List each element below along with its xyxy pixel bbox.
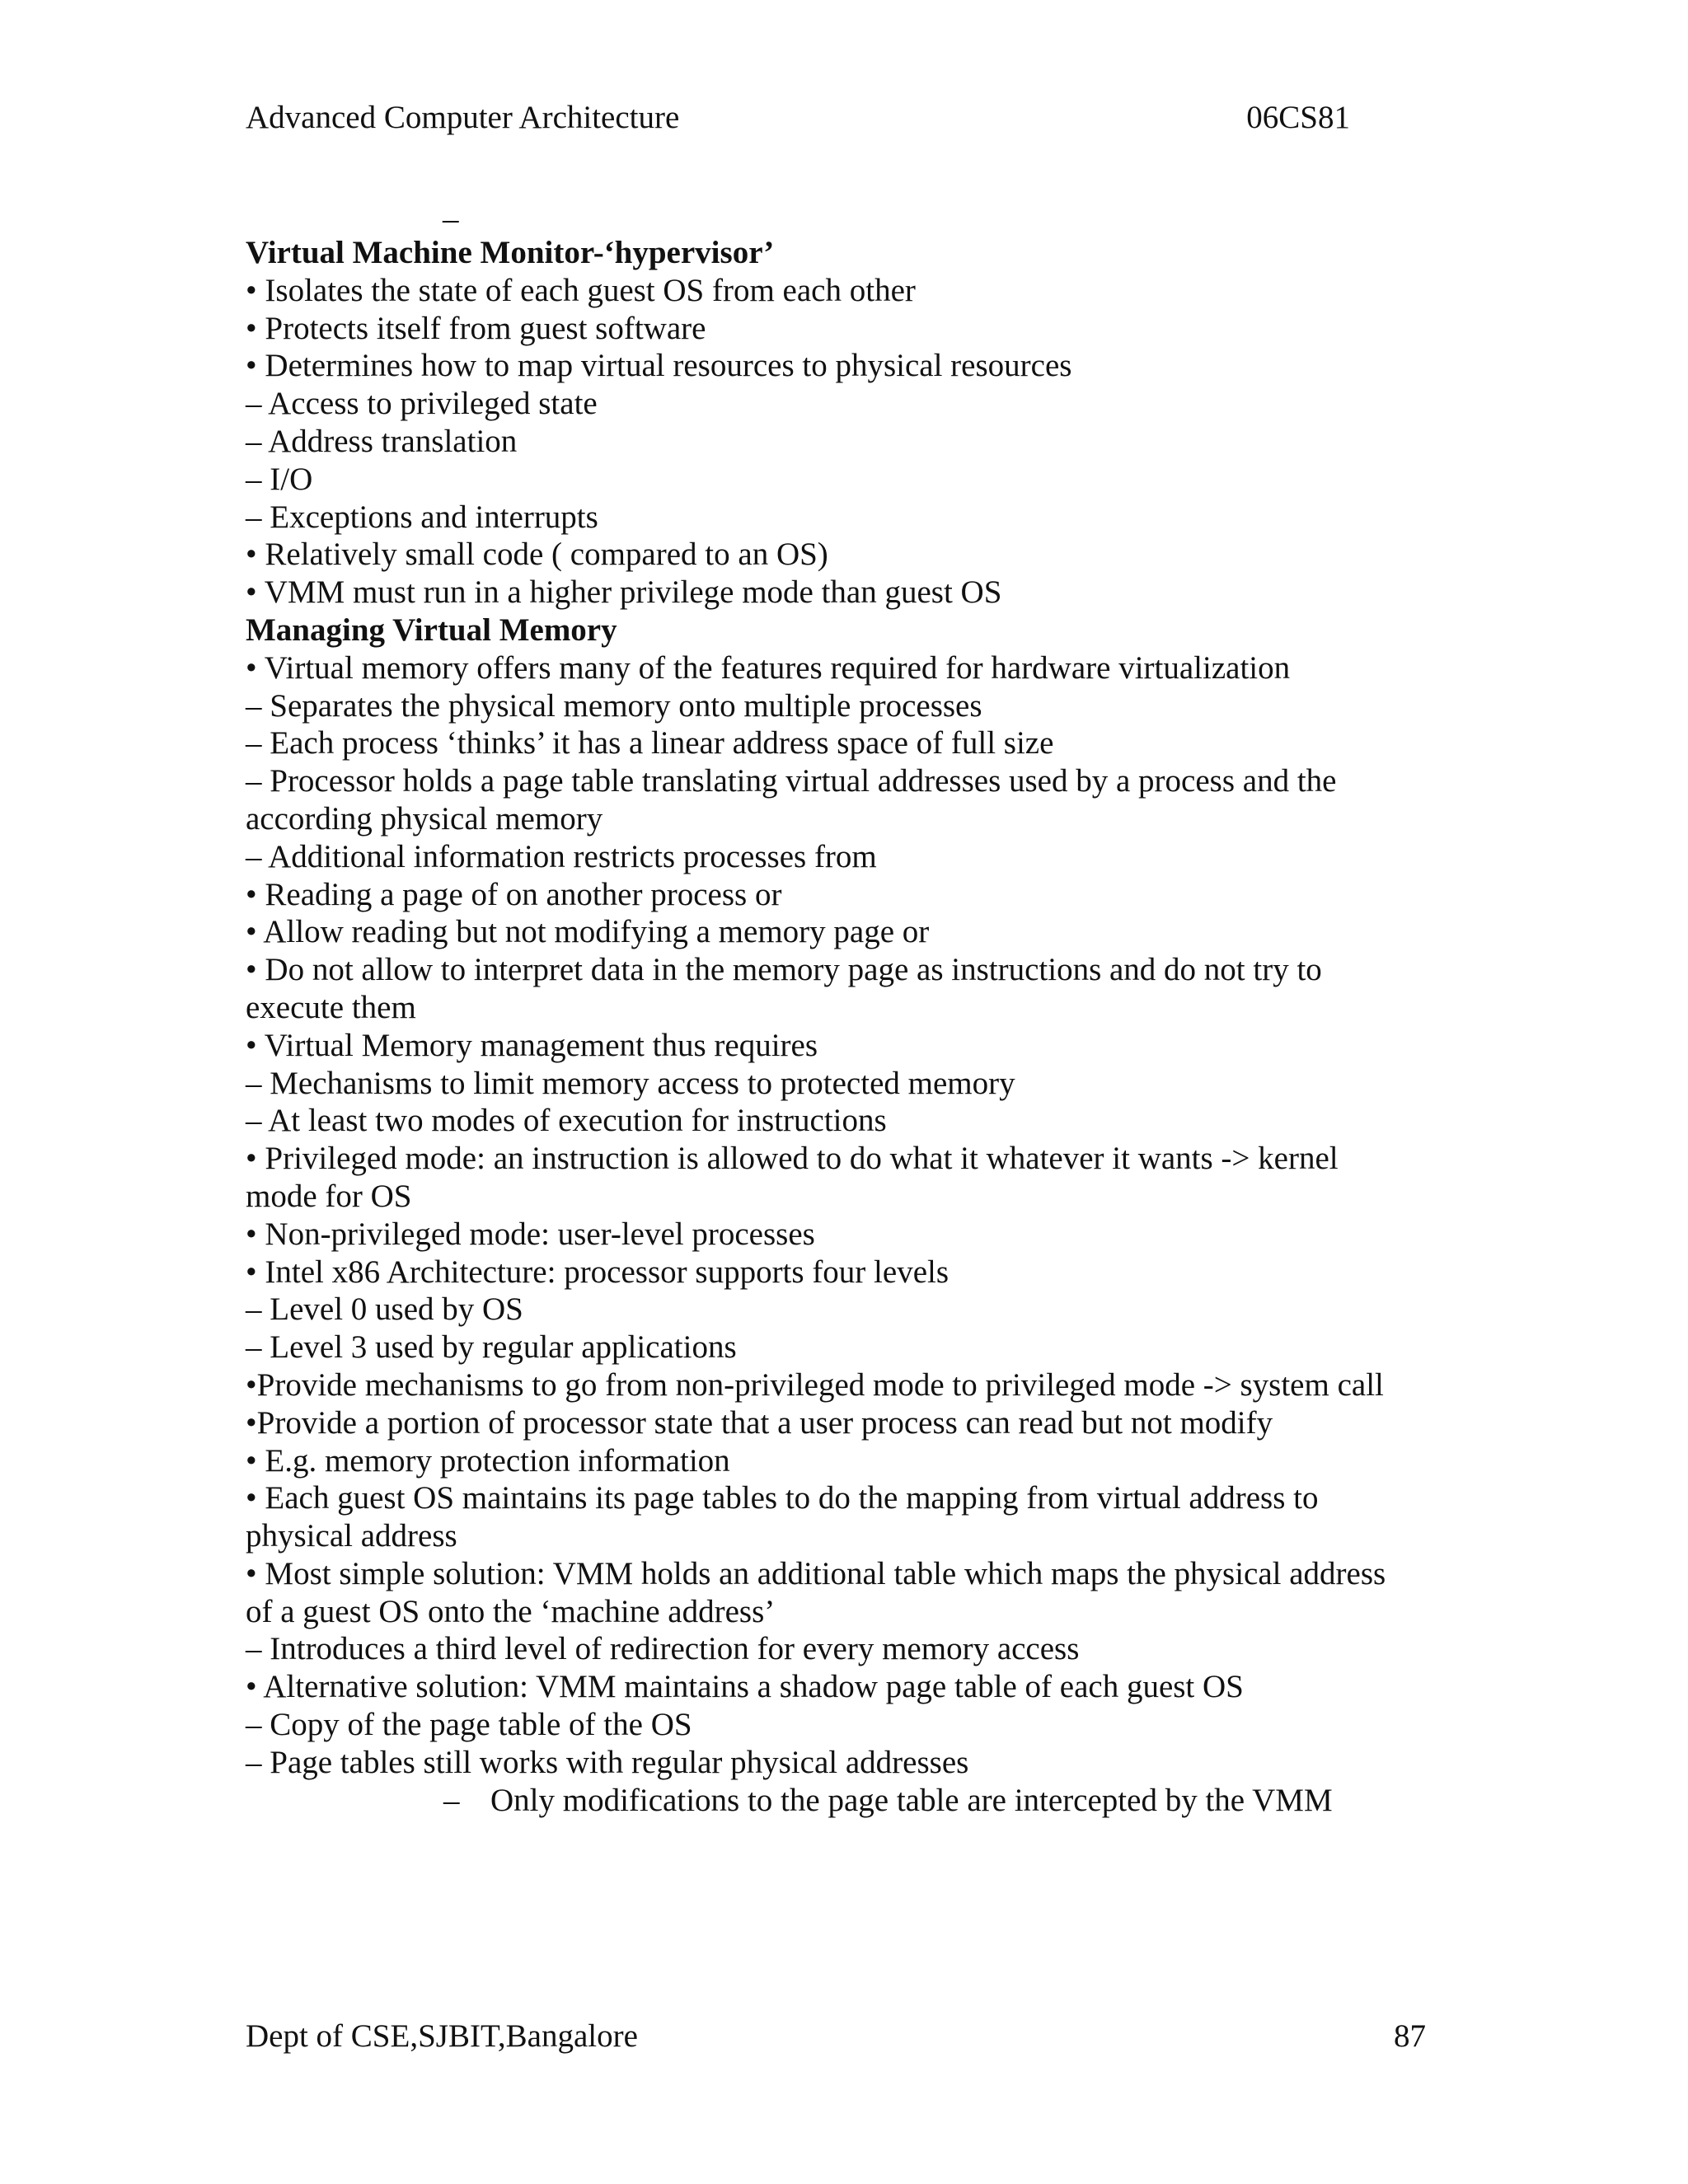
text-line: – Address translation <box>246 423 518 459</box>
text-line: – Mechanisms to limit memory access to protected memory <box>246 1065 1015 1101</box>
text-line: •Provide mechanisms to go from non-privileged mode to privileged mode -> system call <box>246 1366 1384 1403</box>
text-line: •Provide a portion of processor state that a user process can read but not modify <box>246 1404 1273 1441</box>
section-heading: Managing Virtual Memory <box>246 612 617 648</box>
stray-dash: – <box>443 201 459 237</box>
page-footer <box>246 2016 1426 2057</box>
indented-item-marker: – <box>443 1782 460 1818</box>
text-line: • Relatively small code ( compared to an OS) <box>246 537 828 573</box>
section-heading: Virtual Machine Monitor-‘hypervisor’ <box>246 235 775 270</box>
text-line: • Determines how to map virtual resources to physical resources <box>246 348 1072 384</box>
header-course-title: Advanced Computer Architecture <box>246 100 680 135</box>
text-line: – Exceptions and interrupts <box>246 499 598 535</box>
text-line: – Page tables still works with regular physical addresses <box>246 1744 969 1780</box>
text-line: – Processor holds a page table translating virtual addresses used by a process and the <box>246 763 1337 799</box>
text-line: • VMM must run in a higher privilege mode than guest OS <box>246 574 1002 611</box>
text-line: • Virtual memory offers many of the features required for hardware virtualization <box>246 649 1291 686</box>
page-header <box>246 97 1350 138</box>
text-line: – Level 3 used by regular applications <box>246 1329 737 1366</box>
text-line: – Each process ‘thinks’ it has a linear address space of full size <box>246 725 1054 762</box>
text-line: – I/O <box>246 461 313 497</box>
footer-department: Dept of CSE,SJBIT,Bangalore <box>246 2018 638 2054</box>
text-line: • Most simple solution: VMM holds an additional table which maps the physical address <box>246 1555 1386 1591</box>
text-line: • Allow reading but not modifying a memory page or <box>246 914 930 950</box>
text-line: – Level 0 used by OS <box>246 1291 523 1328</box>
indented-list-item <box>246 1782 1449 1820</box>
text-line: • Do not allow to interpret data in the memory page as instructions and do not try to <box>246 952 1322 988</box>
text-line: execute them <box>246 989 416 1025</box>
text-line: physical address <box>246 1518 457 1554</box>
text-line: • Isolates the state of each guest OS from each other <box>246 272 916 308</box>
indented-item-text: Only modifications to the page table are intercepted by the VMM <box>490 1782 1333 1818</box>
body-lines <box>246 234 1449 1782</box>
page-body <box>246 234 1449 1819</box>
footer-page-number: 87 <box>1394 2018 1426 2054</box>
text-line: – Separates the physical memory onto multiple processes <box>246 687 982 724</box>
text-line: • Virtual Memory management thus requires <box>246 1027 818 1063</box>
text-line: – Introduces a third level of redirection for every memory access <box>246 1631 1080 1667</box>
text-line: • Non-privileged mode: user-level processes <box>246 1216 815 1252</box>
text-line: – Access to privileged state <box>246 386 598 422</box>
header-course-code: 06CS81 <box>1246 100 1350 135</box>
text-line: – At least two modes of execution for instructions <box>246 1103 887 1139</box>
text-line: – Copy of the page table of the OS <box>246 1707 692 1743</box>
text-line: of a guest OS onto the ‘machine address’ <box>246 1593 776 1629</box>
text-line: • Intel x86 Architecture: processor supports four levels <box>246 1254 950 1290</box>
text-line: – Additional information restricts processes from <box>246 838 877 874</box>
text-line: mode for OS <box>246 1178 412 1214</box>
text-line: • Reading a page of on another process or <box>246 876 782 912</box>
text-line: • Each guest OS maintains its page tables to do the mapping from virtual address to <box>246 1480 1319 1516</box>
text-line: • E.g. memory protection information <box>246 1442 730 1479</box>
text-line: • Alternative solution: VMM maintains a shadow page table of each guest OS <box>246 1669 1244 1705</box>
text-line: • Protects itself from guest software <box>246 310 706 346</box>
text-line: according physical memory <box>246 800 603 837</box>
text-line: • Privileged mode: an instruction is allowed to do what it whatever it wants -> kernel <box>246 1141 1339 1177</box>
